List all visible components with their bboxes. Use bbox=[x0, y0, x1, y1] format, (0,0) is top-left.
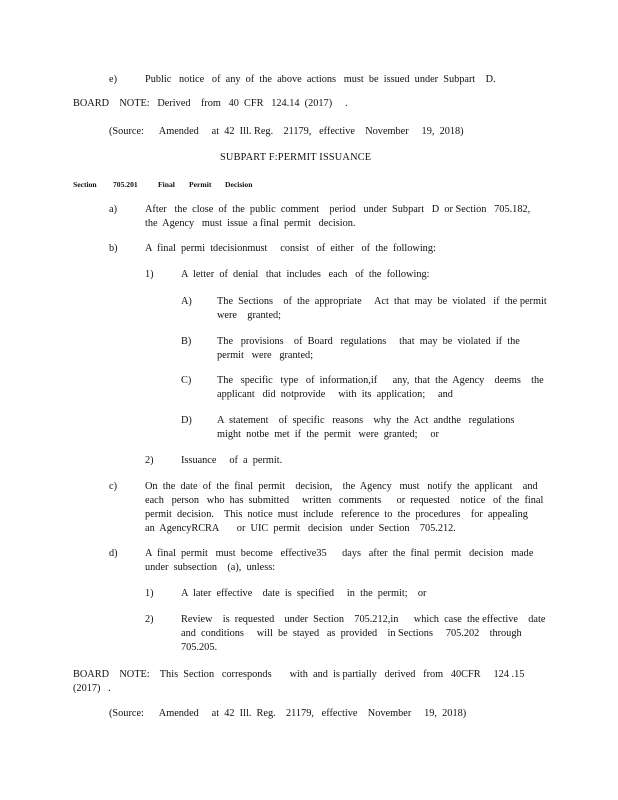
subsection-a-text: After the close of the public comment period under Subpart D or Section 705.182, the Agency must issue a final permit decision. bbox=[145, 204, 531, 229]
item-bA-label: A) bbox=[181, 296, 192, 307]
subpart-heading: SUBPART F:PERMIT ISSUANCE bbox=[220, 152, 372, 163]
subsection-d-text: A final permit must become effective35 days after the final permit decision made under subsection (a), unless: bbox=[145, 548, 534, 573]
section-title-word-1: Final bbox=[158, 180, 175, 189]
item-bA-text: The Sections of the appropriate Act that may be violated if the permit were granted; bbox=[217, 296, 547, 321]
item-bB-label: B) bbox=[181, 336, 192, 347]
subsection-b-label: b) bbox=[109, 243, 118, 254]
item-d2-label: 2) bbox=[145, 614, 154, 625]
item-d1-label: 1) bbox=[145, 588, 154, 599]
subsection-d-label: d) bbox=[109, 548, 118, 559]
item-e-label: e) bbox=[109, 74, 117, 85]
item-bD-text: A statement of specific reasons why the Act andthe regulations might notbe met if the permit were granted; or bbox=[217, 415, 515, 440]
item-bC-label: C) bbox=[181, 375, 192, 386]
item-d1-text: A later effective date is specified in the permit; or bbox=[181, 588, 427, 599]
subsection-c-label: c) bbox=[109, 481, 117, 492]
source-note-2: (Source: Amended at 42 Ill. Reg. 21179, effective November 19, 2018) bbox=[109, 708, 467, 719]
item-b2-text: Issuance of a permit. bbox=[181, 455, 283, 466]
source-note-1: (Source: Amended at 42 Ill. Reg. 21179, effective November 19, 2018) bbox=[109, 126, 464, 137]
item-e-text: Public notice of any of the above actions must be issued under Subpart D. bbox=[145, 74, 496, 85]
section-title-word-3: Decision bbox=[225, 180, 253, 189]
board-note-2: BOARD NOTE: This Section corresponds with and is partially derived from 40CFR 124 .15 (2017) . bbox=[73, 669, 525, 694]
subsection-c-text: On the date of the final permit decision, the Agency must notify the applicant and each person who has submitted written comments or requested notice of the final permit decision. This notice must include reference to the procedures for appealing an AgencyRCRA or UIC permit decision under Section 705.212. bbox=[145, 481, 544, 534]
item-bD-label: D) bbox=[181, 415, 192, 426]
subsection-a-label: a) bbox=[109, 204, 117, 215]
item-b1-text: A letter of denial that includes each of the following: bbox=[181, 269, 430, 280]
item-bB-text: The provisions of Board regulations that may be violated if the permit were granted; bbox=[217, 336, 520, 361]
item-d2-text: Review is requested under Section 705.212,in which case the effective date and conditions will be stayed as provided in Sections 705.202 through 705.205. bbox=[181, 614, 546, 653]
item-bC-text: The specific type of information,if any, that the Agency deems the applicant did notprovide with its application; and bbox=[217, 375, 544, 400]
item-b2-label: 2) bbox=[145, 455, 154, 466]
subsection-b-text: A final permi tdecisionmust consist of either of the following: bbox=[145, 243, 436, 254]
item-b1-label: 1) bbox=[145, 269, 154, 280]
board-note-1: BOARD NOTE: Derived from 40 CFR 124.14 (2017) . bbox=[73, 98, 348, 109]
section-word: Section bbox=[73, 180, 97, 189]
section-number: 705.201 bbox=[113, 180, 138, 189]
section-title-word-2: Permit bbox=[189, 180, 212, 189]
